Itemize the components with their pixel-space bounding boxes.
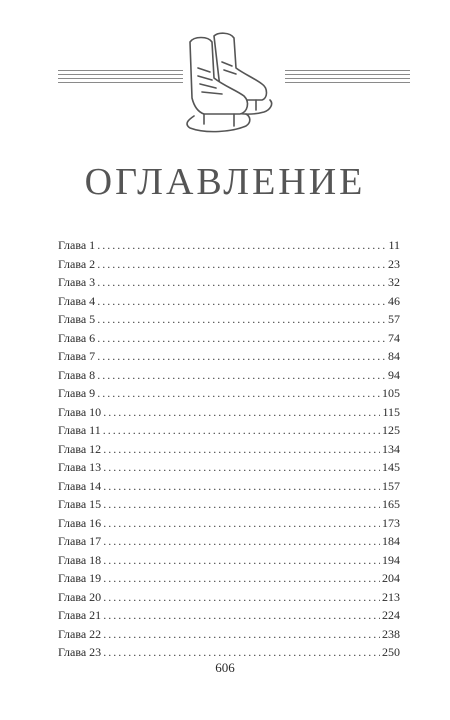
toc-entry[interactable]: [58, 403, 400, 422]
toc-entry-page: 204: [382, 571, 400, 585]
toc-entry-page: 57: [388, 312, 400, 326]
dot-leader: [103, 532, 380, 551]
toc-entry-page: 213: [382, 589, 400, 604]
toc-entry-page: 194: [382, 552, 400, 567]
toc-entry-label: Глава 10: [58, 404, 102, 419]
toc-entry-label: Глава 14: [58, 478, 102, 493]
toc-entry[interactable]: [58, 347, 400, 366]
toc-entry[interactable]: [58, 606, 400, 625]
toc-entry-page: 115: [382, 404, 400, 419]
toc-entry-label: Глава 8: [58, 367, 96, 382]
toc-entry-page: 134: [382, 441, 400, 456]
dot-leader: [103, 440, 380, 459]
toc-entry-label: Глава 18: [58, 552, 102, 567]
toc-title: ОГЛАВЛЕНИЕ: [84, 161, 366, 203]
dot-leader: [97, 292, 386, 311]
toc-entry[interactable]: [58, 236, 400, 255]
toc-entry[interactable]: [58, 643, 400, 662]
dot-leader: [97, 347, 386, 366]
toc-entry-label: Глава 12: [58, 441, 102, 456]
toc-entry-page: 224: [382, 608, 400, 622]
toc-entry-label: Глава 21: [58, 608, 102, 622]
toc-entry-label: Глава 11: [58, 423, 101, 437]
toc-entry-page: 105: [382, 386, 400, 400]
toc-entry[interactable]: [58, 310, 400, 329]
toc-entry-label: Глава 6: [58, 330, 96, 345]
toc-entry[interactable]: [58, 477, 400, 496]
toc-entry-page: 157: [382, 478, 400, 493]
dot-leader: [103, 551, 380, 570]
toc-entry[interactable]: [58, 273, 400, 292]
toc-entry-label: Глава 16: [58, 515, 102, 530]
toc-list: [58, 236, 400, 662]
toc-entry[interactable]: [58, 532, 400, 551]
dot-leader: [103, 403, 380, 422]
toc-entry-label: Глава 22: [58, 626, 102, 641]
toc-entry[interactable]: [58, 366, 400, 385]
toc-entry[interactable]: [58, 292, 400, 311]
toc-entry-label: Глава 1: [58, 238, 96, 252]
ornament-lines-left: [58, 70, 183, 86]
dot-leader: [103, 643, 380, 662]
toc-entry-label: Глава 4: [58, 293, 96, 308]
header-ornament: [0, 28, 450, 138]
dot-leader: [103, 477, 380, 496]
toc-entry[interactable]: [58, 255, 400, 274]
toc-entry[interactable]: [58, 625, 400, 644]
toc-entry[interactable]: [58, 569, 400, 588]
toc-entry[interactable]: [58, 440, 400, 459]
toc-entry-label: Глава 15: [58, 497, 102, 511]
toc-entry[interactable]: [58, 514, 400, 533]
toc-entry-page: 94: [388, 367, 400, 382]
toc-entry-label: Глава 7: [58, 349, 96, 363]
toc-entry-page: 125: [382, 423, 400, 437]
toc-entry[interactable]: [58, 551, 400, 570]
toc-entry[interactable]: [58, 588, 400, 607]
toc-entry-page: 11: [388, 238, 400, 252]
dot-leader: [103, 514, 380, 533]
dot-leader: [97, 273, 386, 292]
toc-entry-label: Глава 5: [58, 312, 96, 326]
toc-entry-label: Глава 19: [58, 571, 102, 585]
toc-entry-page: 145: [382, 460, 400, 474]
dot-leader: [97, 329, 386, 348]
page-number: 606: [215, 660, 235, 675]
toc-entry-label: Глава 17: [58, 534, 102, 548]
toc-entry-label: Глава 13: [58, 460, 102, 474]
dot-leader: [103, 569, 380, 588]
toc-entry-page: 23: [388, 256, 400, 271]
toc-entry-page: 238: [382, 626, 400, 641]
ornament-lines-right: [285, 70, 410, 86]
toc-entry[interactable]: [58, 329, 400, 348]
dot-leader: [103, 625, 380, 644]
toc-entry[interactable]: [58, 495, 400, 514]
toc-entry[interactable]: [58, 421, 400, 440]
toc-entry-label: Глава 3: [58, 275, 96, 289]
toc-entry-label: Глава 2: [58, 256, 96, 271]
dot-leader: [97, 236, 386, 255]
toc-entry-page: 173: [382, 515, 400, 530]
dot-leader: [97, 255, 386, 274]
dot-leader: [103, 458, 380, 477]
toc-entry-page: 84: [388, 349, 400, 363]
toc-entry[interactable]: [58, 384, 400, 403]
toc-entry-label: Глава 20: [58, 589, 102, 604]
dot-leader: [103, 421, 380, 440]
toc-entry[interactable]: [58, 458, 400, 477]
toc-entry-page: 46: [388, 293, 400, 308]
toc-entry-page: 165: [382, 497, 400, 511]
dot-leader: [97, 384, 380, 403]
toc-entry-label: Глава 9: [58, 386, 96, 400]
toc-entry-page: 184: [382, 534, 400, 548]
dot-leader: [103, 588, 380, 607]
dot-leader: [103, 606, 380, 625]
dot-leader: [97, 310, 386, 329]
toc-entry-page: 250: [382, 645, 400, 659]
dot-leader: [97, 366, 386, 385]
dot-leader: [103, 495, 380, 514]
toc-entry-label: Глава 23: [58, 645, 102, 659]
toc-entry-page: 74: [388, 330, 400, 345]
figure-skates-icon: [170, 28, 280, 133]
toc-entry-page: 32: [388, 275, 400, 289]
